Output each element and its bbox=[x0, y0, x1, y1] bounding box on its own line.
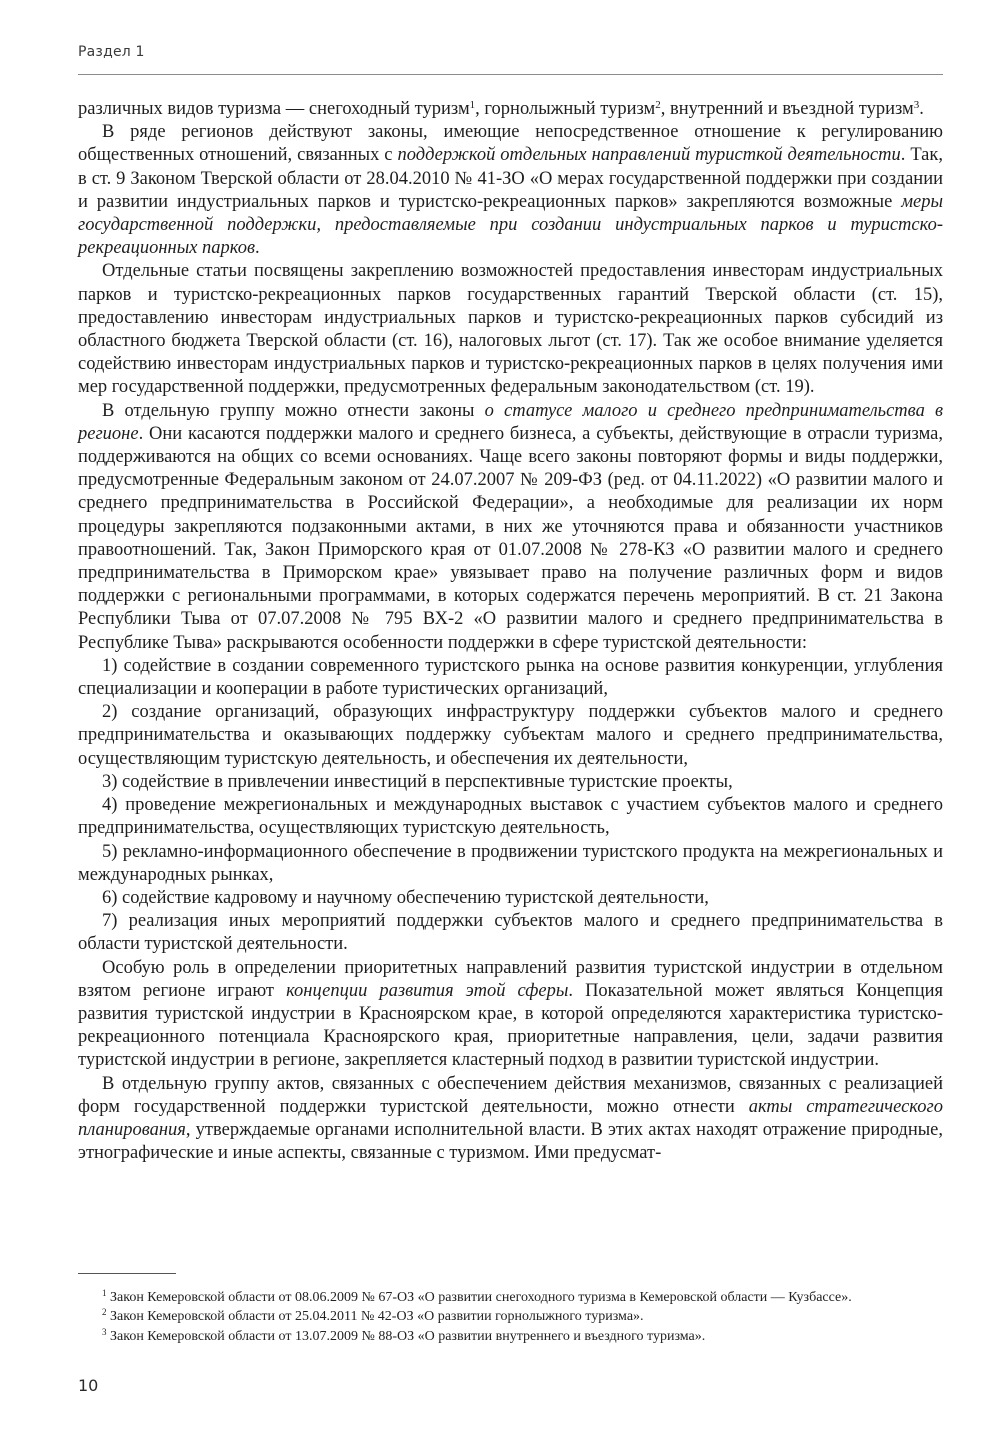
paragraph-3: Отдельные статьи посвящены закреплению возможностей предоставления инвесторам индустриальных парков и туристско-рекреационных парков государственных гарантий Тверской области (ст. 15), предоставлению инвесторам индустриальных парков и туристско-рекреационных парков субсидий из областного бюджета Тверской области (ст. 16), налоговых льгот (ст. 17). Так же особое внимание уделяется содействию инвесторам индустриальных парков и туристско-рекреационных парков в целях получения ими мер государственной поддержки, предусмотренных федеральным законодательством (ст. 19). bbox=[78, 261, 943, 398]
text-run: . Они касаются поддержки малого и среднего бизнеса, а субъекты, действующие в отрасли туризма, поддерживаются на общих со всеми основаниях. Чаще всего законы повторяют формы и виды поддержки, предусмотренные Федеральным законом от 24.07.2007 № 209-ФЗ (ред. от 04.11.2022) «О развитии малого и среднего предпринимательства в Российской Федерации», а необходимые для реализации их норм процедуры закрепляются подзаконными актами, в них же уточняются права и обязанности участников правоотношений. Так, Закон Приморского края от 01.07.2008 № 278-КЗ «О развитии малого и среднего предпринимательства в Приморском крае» увязывает право на получение различных форм и видов поддержки с региональными программами, в которых содержатся перечень мероприятий. В ст. 21 Закона Республики Тыва от 07.07.2008 № 795 ВХ-2 «О развитии малого и среднего предпринимательства в Республике Тыва» раскрываются особенности поддержки в сфере туристской деятельности: bbox=[78, 423, 943, 653]
paragraph-4 bbox=[78, 400, 943, 655]
italic-emphasis: поддержкой отдельных направлений туристкой деятельности bbox=[397, 145, 901, 166]
list-item: 5) рекламно-информационного обеспечение в продвижении туристского продукта на межрегиональных и международных рынках, bbox=[78, 841, 943, 885]
footnote-text: Закон Кемеровской области от 13.07.2009 № 88-ОЗ «О развитии внутреннего и въездного туризма». bbox=[110, 1328, 706, 1344]
text-run: , внутренний и въездной туризм bbox=[660, 99, 914, 119]
footnote-2 bbox=[78, 1307, 943, 1326]
text-run: . Так, в ст. 9 Законом Тверской области от 28.04.2010 № 41-ЗО «О мерах государственной поддержки при создании и развитии индустриальных парков и туристско-рекреационных парков» закрепляются возможные bbox=[78, 145, 943, 212]
footnote-text: Закон Кемеровской области от 08.06.2009 № 67-ОЗ «О развитии снегоходного туризма в Кемеровской области — Кузбассе». bbox=[110, 1290, 852, 1305]
italic-emphasis: меры государственной поддержки, предоставляемые при создании индустриальных парков и туристско-рекреационных парков bbox=[78, 191, 943, 259]
header-rule bbox=[78, 74, 943, 75]
paragraph-5 bbox=[78, 957, 943, 1073]
list-item: 6) содействие кадровому и научному обеспечению туристской деятельности, bbox=[102, 887, 709, 908]
paragraph-2 bbox=[78, 121, 943, 260]
footnote-ref-3[interactable]: 3 bbox=[913, 99, 920, 111]
footnotes bbox=[78, 1288, 943, 1346]
footnote-mark: 3 bbox=[102, 1326, 107, 1337]
paragraph-6 bbox=[78, 1073, 943, 1166]
page-number: 10 bbox=[78, 1376, 99, 1395]
text-run: , утверждаемые органами исполнительной власти. В этих актах находят отражение природные, этнографические и иные аспекты, связанные с туризмом. Ими предусмат- bbox=[78, 1119, 943, 1164]
footnote-ref-1[interactable]: 1 bbox=[469, 99, 476, 111]
text-run: различных видов туризма — снегоходный туризм bbox=[78, 99, 470, 119]
list-item: 3) содействие в привлечении инвестиций в перспективные туристские проекты, bbox=[102, 771, 733, 792]
footnote-separator bbox=[78, 1273, 176, 1274]
footnote-ref-2[interactable]: 2 bbox=[655, 99, 661, 111]
list-item: 4) проведение межрегиональных и международных выставок с участием субъектов малого и среднего предпринимательства, осуществляющих туристскую деятельность, bbox=[78, 795, 943, 839]
text-run: В отдельную группу актов, связанных с обеспечением действия механизмов, связанных с реализацией форм государственной поддержки туристской деятельности, можно отнести bbox=[78, 1073, 943, 1117]
list-item: 7) реализация иных мероприятий поддержки субъектов малого и среднего предпринимательства в области туристской деятельности. bbox=[78, 911, 943, 955]
text-run: Особую роль в определении приоритетных направлений развития туристской индустрии в отдельном взятом регионе играют bbox=[78, 957, 943, 1001]
body-text bbox=[78, 98, 943, 1165]
italic-emphasis: концепции развития этой сферы bbox=[286, 980, 569, 1001]
list-item: 1) содействие в создании современного туристского рынка на основе развития конкуренции, углубления специализации и кооперации в работе туристических организаций, bbox=[78, 655, 943, 700]
footnote-3 bbox=[78, 1327, 943, 1346]
running-header: Раздел 1 bbox=[78, 44, 145, 60]
text-run: . bbox=[919, 99, 924, 119]
text-run: , горнолыжный туризм bbox=[475, 99, 656, 119]
footnote-1 bbox=[78, 1288, 943, 1307]
text-run: . Показательной может являться Концепция развития туристской индустрии в Красноярском крае, в которой определяются характеристика туристско-рекреационного потенциала Красноярского края, приоритетные направления, цели, задачи развития туристской индустрии в регионе, закрепляется кластерный подход в развитии туристской индустрии. bbox=[78, 980, 944, 1071]
footnote-mark: 2 bbox=[102, 1307, 107, 1318]
footnote-mark: 1 bbox=[102, 1288, 107, 1298]
footnote-text: Закон Кемеровской области от 25.04.2011 № 42-ОЗ «О развитии горнолыжного туризма». bbox=[110, 1309, 644, 1325]
paragraph-1 bbox=[78, 98, 943, 121]
list-item: 2) создание организаций, образующих инфраструктуру поддержки субъектов малого и среднего предпринимательства и оказывающих поддержку субъектам малого и среднего предпринимательства, осуществляющим туристскую деятельность, и обеспечения их деятельности, bbox=[78, 702, 943, 769]
italic-emphasis: акты стратегического планирования bbox=[78, 1096, 943, 1140]
text-run: В ряде регионов действуют законы, имеющие непосредственное отношение к регулированию общественных отношений, связанных с bbox=[78, 122, 943, 166]
text-run: В отдельную группу можно отнести законы bbox=[102, 400, 485, 421]
italic-emphasis: о статусе малого и среднего предпринимательства в регионе bbox=[78, 400, 943, 444]
text-run: . bbox=[255, 238, 260, 259]
